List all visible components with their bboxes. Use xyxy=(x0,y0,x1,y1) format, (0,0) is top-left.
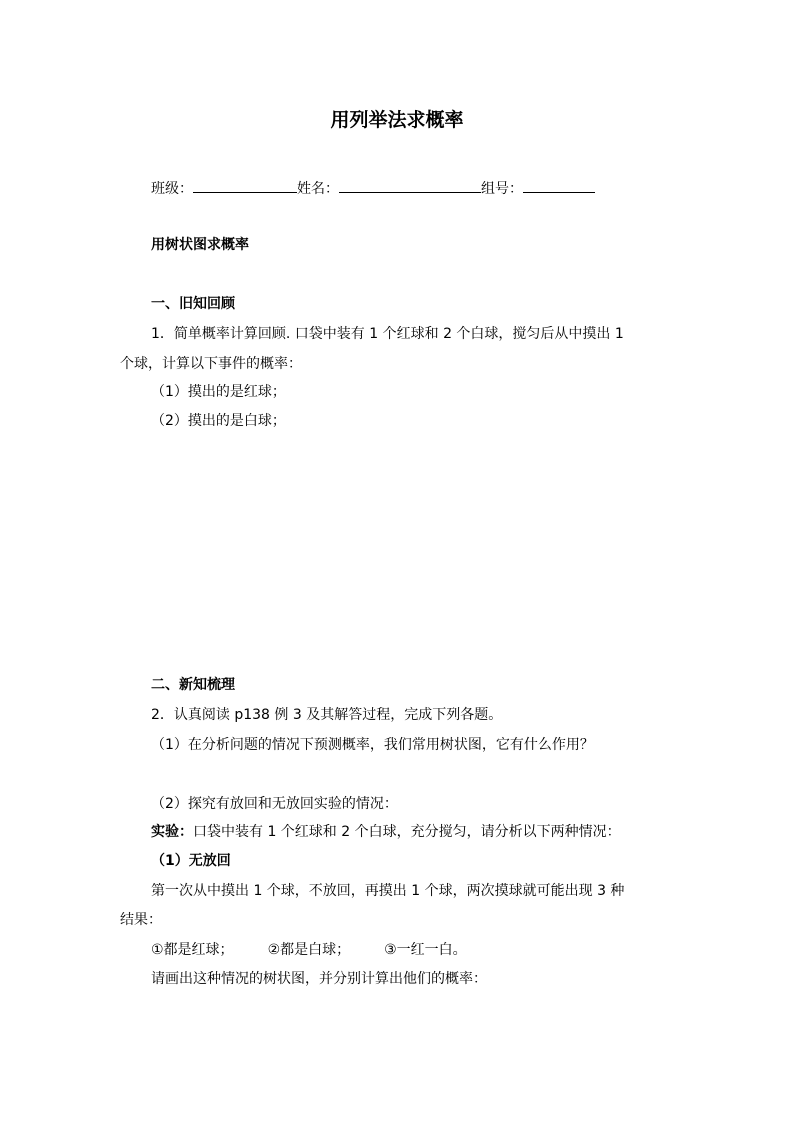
name-blank[interactable] xyxy=(339,178,481,193)
student-info-line xyxy=(151,178,595,199)
experiment-text: 口袋中装有 1 个红球和 2 个白球，充分搅匀，请分析以下两种情况： xyxy=(193,824,621,840)
section1-heading: 一、旧知回顾 xyxy=(151,296,235,312)
q1-line2: 个球，计算以下事件的概率： xyxy=(120,356,302,372)
class-label: 班级： xyxy=(151,181,193,197)
case1-line2: 结果： xyxy=(120,912,162,928)
q2-text: 2．认真阅读 p138 例 3 及其解答过程，完成下列各题。 xyxy=(151,707,503,723)
group-blank[interactable] xyxy=(523,178,595,193)
q1-part-b: （2）摸出的是白球； xyxy=(151,413,286,429)
experiment-line xyxy=(151,822,621,842)
outcomes-line xyxy=(151,940,467,960)
case1-heading: （1）无放回 xyxy=(151,853,231,869)
page-title: 用列举法求概率 xyxy=(330,109,464,131)
case1-line1: 第一次从中摸出 1 个球，不放回，再摸出 1 个球，两次摸球就可能出现 3 种 xyxy=(151,883,625,899)
q2-part1: （1）在分析问题的情况下预测概率，我们常用树状图，它有什么作用？ xyxy=(151,737,594,753)
outcome-3: ③一红一白。 xyxy=(384,942,467,958)
q1-part-a: （1）摸出的是红球； xyxy=(151,384,286,400)
outcome-2: ②都是白球； xyxy=(267,942,351,958)
subtitle: 用树状图求概率 xyxy=(151,237,249,253)
experiment-label: 实验： xyxy=(151,824,193,840)
group-label: 组号： xyxy=(481,181,523,197)
class-blank[interactable] xyxy=(193,178,297,193)
name-label: 姓名： xyxy=(297,181,339,197)
draw-prompt: 请画出这种情况的树状图，并分别计算出他们的概率： xyxy=(151,971,487,987)
q2-part2: （2）探究有放回和无放回实验的情况： xyxy=(151,796,398,812)
outcome-1: ①都是红球； xyxy=(151,942,234,958)
section2-heading: 二、新知梳理 xyxy=(151,677,235,693)
q1-line1: 1．简单概率计算回顾. 口袋中装有 1 个红球和 2 个白球，搅匀后从中摸出 1 xyxy=(151,326,624,342)
